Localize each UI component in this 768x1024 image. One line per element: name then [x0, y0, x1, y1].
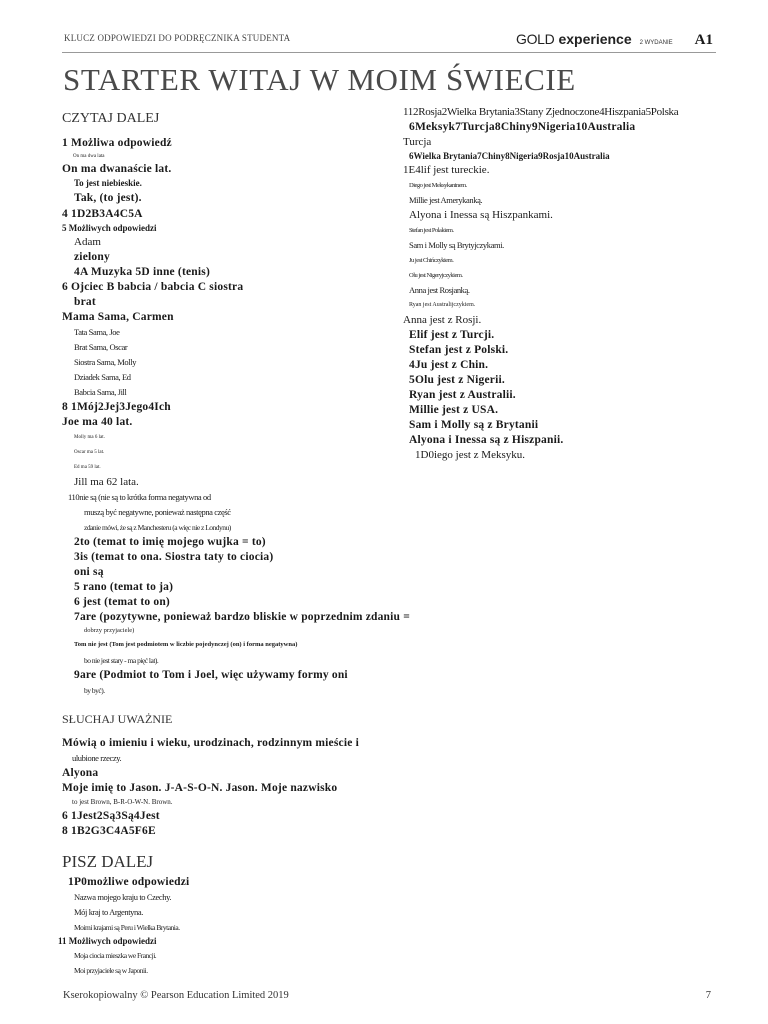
section-heading-listen: SŁUCHAJ UWAŻNIE [62, 712, 173, 726]
answer-line: 8 1B2G3C4A5F6E [62, 825, 156, 837]
right-column [403, 105, 733, 463]
answer-line: oni są [74, 566, 104, 578]
header-left-text: KLUCZ ODPOWIEDZI DO PODRĘCZNIKA STUDENTA [64, 33, 291, 43]
answer-line: ulubione rzeczy. [72, 753, 122, 763]
spacer [62, 698, 402, 704]
section-heading-write: PISZ DALEJ [62, 852, 154, 871]
answer-line: Mama Sama, Carmen [62, 311, 174, 323]
answer-line: Stefan jest Polakiem. [409, 227, 454, 234]
brand-edition: 2 WYDANIE [639, 40, 673, 46]
answer-line: Babcia Sama, Jill [74, 387, 127, 397]
answer-line: Tata Sama, Joe [74, 327, 120, 337]
answer-line: Nazwa mojego kraju to Czechy. [74, 892, 172, 902]
answer-line: 1P0możliwe odpowiedzi [68, 876, 190, 888]
answer-line: Mój kraj to Argentyna. [74, 907, 143, 917]
answer-line: Ed ma 59 lat. [74, 465, 101, 470]
answer-line: 6 Ojciec B babcia / babcia C siostra [62, 281, 244, 293]
answer-line: Tom nie jest (Tom jest podmiotem w liczbie pojedynczej (on) i forma negatywna) [74, 641, 298, 648]
answer-line: Ryan jest Australijczykiem. [409, 302, 476, 308]
answer-line: Joe ma 40 lat. [62, 416, 133, 428]
answer-line: Alyona i Inessa są z Hiszpanii. [409, 434, 564, 446]
answer-line: 2to (temat to imię mojego wujka = to) [74, 536, 266, 548]
answer-line: Brat Sama, Oscar [74, 342, 128, 352]
answer-line: Ju jest Chińczykiem. [409, 257, 454, 264]
answer-line: Dziadek Sama, Ed [74, 372, 131, 382]
answer-line: 3is (temat to ona. Siostra taty to ciocia) [74, 551, 274, 563]
answer-line: 7are (pozytywne, ponieważ bardzo bliskie w poprzednim zdaniu = [74, 611, 410, 623]
answer-line: Moimi krajami są Peru i Wielka Brytania. [74, 923, 180, 932]
spacer [62, 839, 402, 845]
answer-line: Turcja [403, 136, 432, 148]
answer-line: zielony [74, 251, 110, 263]
answer-line: 6 1Jest2Są3Są4Jest [62, 810, 160, 822]
answer-line: Adam [74, 236, 101, 248]
answer-line: dobrzy przyjaciele) [84, 627, 135, 634]
answer-line: 6Wielka Brytania7Chiny8Nigeria9Rosja10Australia [409, 151, 610, 161]
answer-line: Moje imię to Jason. J-A-S-O-N. Jason. Moje nazwisko [62, 782, 338, 794]
answer-line: 4A Muzyka 5D inne (tenis) [74, 266, 210, 278]
answer-line: Stefan jest z Polski. [409, 344, 509, 356]
answer-line: On ma dwanaście lat. [62, 163, 172, 175]
answer-line: Moja ciocia mieszka we Francji. [74, 951, 157, 960]
answer-line: Jill ma 62 lata. [74, 476, 139, 488]
page-title: STARTER WITAJ W MOIM ŚWIECIE [63, 62, 576, 97]
header-brand [516, 31, 713, 49]
answer-line: 9are (Podmiot to Tom i Joel, więc używamy formy oni [74, 669, 348, 681]
answer-line: zdanie mówi, że są z Manchesteru (a więc nie z Londynu) [84, 523, 231, 532]
answer-line: Mówią o imieniu i wieku, urodzinach, rodzinnym mieście i [62, 737, 360, 749]
answer-line: Moi przyjaciele są w Japonii. [74, 966, 148, 975]
answer-line: 8 1Mój2Jej3Jego4Ich [62, 401, 171, 413]
answer-line: 5Olu jest z Nigerii. [409, 374, 505, 386]
brand-experience: experience [558, 31, 632, 47]
footer-copyright: Kserokopiowalny © Pearson Education Limited 2019 [63, 990, 289, 1001]
answer-line: Siostra Sama, Molly [74, 357, 137, 367]
level-badge: A1 [694, 32, 713, 48]
answer-line: 4 1D2B3A4C5A [62, 208, 143, 220]
answer-line: 5 Możliwych odpowiedzi [62, 223, 157, 233]
answer-line: 110nie są (nie są to krótka forma negatywna od [68, 492, 211, 502]
answer-line: Sam i Molly są Brytyjczykami. [409, 240, 504, 250]
brand-gold: GOLD [515, 31, 555, 47]
answer-line: To jest niebieskie. [74, 178, 142, 188]
answer-line: 5 rano (temat to ja) [74, 581, 174, 593]
answer-line: Anna jest Rosjanką. [409, 285, 470, 295]
answer-line: On ma dwa lata [73, 154, 105, 159]
answer-line: Tak, (to jest). [74, 192, 142, 204]
answer-line: 6 jest (temat to on) [74, 596, 170, 608]
answer-line: Molly ma 6 lat. [74, 435, 105, 440]
answer-line: Millie jest z USA. [409, 404, 499, 416]
answer-line: by być). [84, 686, 105, 695]
answer-line: 1D0iego jest z Meksyku. [415, 449, 525, 461]
answer-line: Ryan jest z Australii. [409, 389, 516, 401]
answer-line: 1 Możliwa odpowiedź [62, 137, 172, 149]
answer-line: brat [74, 296, 96, 308]
answer-line: 112Rosja2Wielka Brytania3Stany Zjednoczone4Hiszpania5Polska [403, 106, 679, 118]
answer-line: 1E4lif jest tureckie. [403, 164, 490, 176]
answer-line: Oscar ma 5 lat. [74, 450, 105, 455]
answer-line: bo nie jest stary - ma pięć lat). [84, 656, 159, 665]
header-divider [62, 52, 716, 53]
section-heading-read: CZYTAJ DALEJ [62, 111, 160, 126]
answer-line: to jest Brown, B-R-O-W-N. Brown. [72, 798, 173, 806]
answer-line: Olu jest Nigeryjczykiem. [409, 272, 463, 279]
answer-line: Alyona i Inessa są Hiszpankami. [409, 209, 553, 221]
answer-line: Anna jest z Rosji. [403, 314, 482, 326]
answer-line: 4Ju jest z Chin. [409, 359, 489, 371]
answer-line: Alyona [62, 767, 99, 779]
left-column [58, 104, 410, 978]
answer-line: 11 Możliwych odpowiedzi [58, 936, 157, 946]
answer-line: Diego jest Meksykaninem. [409, 182, 467, 189]
answer-line: Elif jest z Turcji. [409, 329, 495, 341]
answer-line: muszą być negatywne, ponieważ następna część [84, 507, 231, 517]
answer-line: Millie jest Amerykanką. [409, 195, 483, 205]
answer-line: 6Meksyk7Turcja8Chiny9Nigeria10Australia [409, 121, 636, 133]
page-number: 7 [705, 990, 711, 1001]
answer-line: Sam i Molly są z Brytanii [409, 419, 539, 431]
